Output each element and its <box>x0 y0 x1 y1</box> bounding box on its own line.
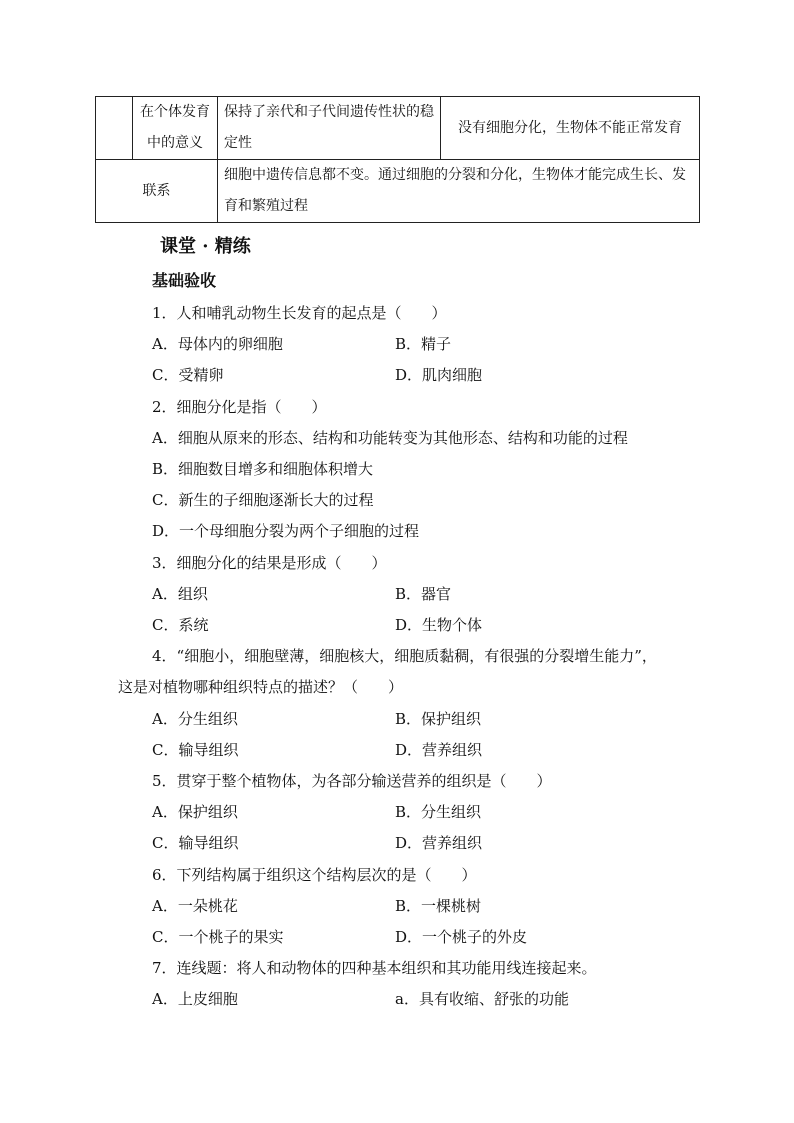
option: C．输导组织 <box>152 741 239 759</box>
option: A．母体内的卵细胞 <box>152 335 283 353</box>
option: D．肌肉细胞 <box>395 366 483 384</box>
option: B．分生组织 <box>395 803 482 821</box>
question-stem: 4．“细胞小，细胞壁薄，细胞核大，细胞质黏稠，有很强的分裂增生能力”， <box>152 647 657 665</box>
option: B．一棵桃树 <box>395 897 482 915</box>
option: A．组织 <box>152 585 208 603</box>
option: B．精子 <box>395 335 452 353</box>
comparison-table <box>95 96 700 223</box>
option: C．一个桃子的果实 <box>152 928 284 946</box>
section-title: 课堂 · 精练 <box>160 236 251 257</box>
match-option: a．具有收缩、舒张的功能 <box>395 990 569 1008</box>
option: D．一个母细胞分裂为两个子细胞的过程 <box>152 522 420 540</box>
table-cell: 细胞中遗传信息都不变。通过细胞的分裂和分化，生物体才能完成生长、发育和繁殖过程 <box>218 160 700 223</box>
option: D．营养组织 <box>395 834 483 852</box>
table-row <box>96 97 700 160</box>
table-cell: 保持了亲代和子代间遗传性状的稳定性 <box>218 97 441 160</box>
table-row <box>96 160 700 223</box>
question-stem: 7．连线题：将人和动物体的四种基本组织和其功能用线连接起来。 <box>152 959 597 977</box>
option: D．生物个体 <box>395 616 483 634</box>
option: D．一个桃子的外皮 <box>395 928 528 946</box>
question-stem: 5．贯穿于整个植物体，为各部分输送营养的组织是（ ） <box>152 772 552 790</box>
option: A．分生组织 <box>152 710 238 728</box>
table-cell-empty <box>96 97 133 160</box>
question-stem-continued: 这是对植物哪种组织特点的描述？（ ） <box>118 678 404 696</box>
option: A．保护组织 <box>152 803 238 821</box>
table-cell: 没有细胞分化，生物体不能正常发育 <box>441 97 700 160</box>
option: A．上皮细胞 <box>152 990 238 1008</box>
question-stem: 2．细胞分化是指（ ） <box>152 398 327 416</box>
option: A．一朵桃花 <box>152 897 238 915</box>
subsection-title: 基础验收 <box>152 271 217 290</box>
question-stem: 3．细胞分化的结果是形成（ ） <box>152 554 387 572</box>
option: C．受精卵 <box>152 366 224 384</box>
option: C．系统 <box>152 616 209 634</box>
option: D．营养组织 <box>395 741 483 759</box>
option: B．器官 <box>395 585 452 603</box>
option: C．输导组织 <box>152 834 239 852</box>
option: C．新生的子细胞逐渐长大的过程 <box>152 491 374 509</box>
question-stem: 6．下列结构属于组织这个结构层次的是（ ） <box>152 866 477 884</box>
table-cell-label: 联系 <box>96 160 218 223</box>
option: B．细胞数目增多和细胞体积增大 <box>152 460 374 478</box>
option: B．保护组织 <box>395 710 482 728</box>
question-stem: 1．人和哺乳动物生长发育的起点是（ ） <box>152 304 447 322</box>
option: A．细胞从原来的形态、结构和功能转变为其他形态、结构和功能的过程 <box>152 429 628 447</box>
table-cell-label: 在个体发育中的意义 <box>133 97 218 160</box>
